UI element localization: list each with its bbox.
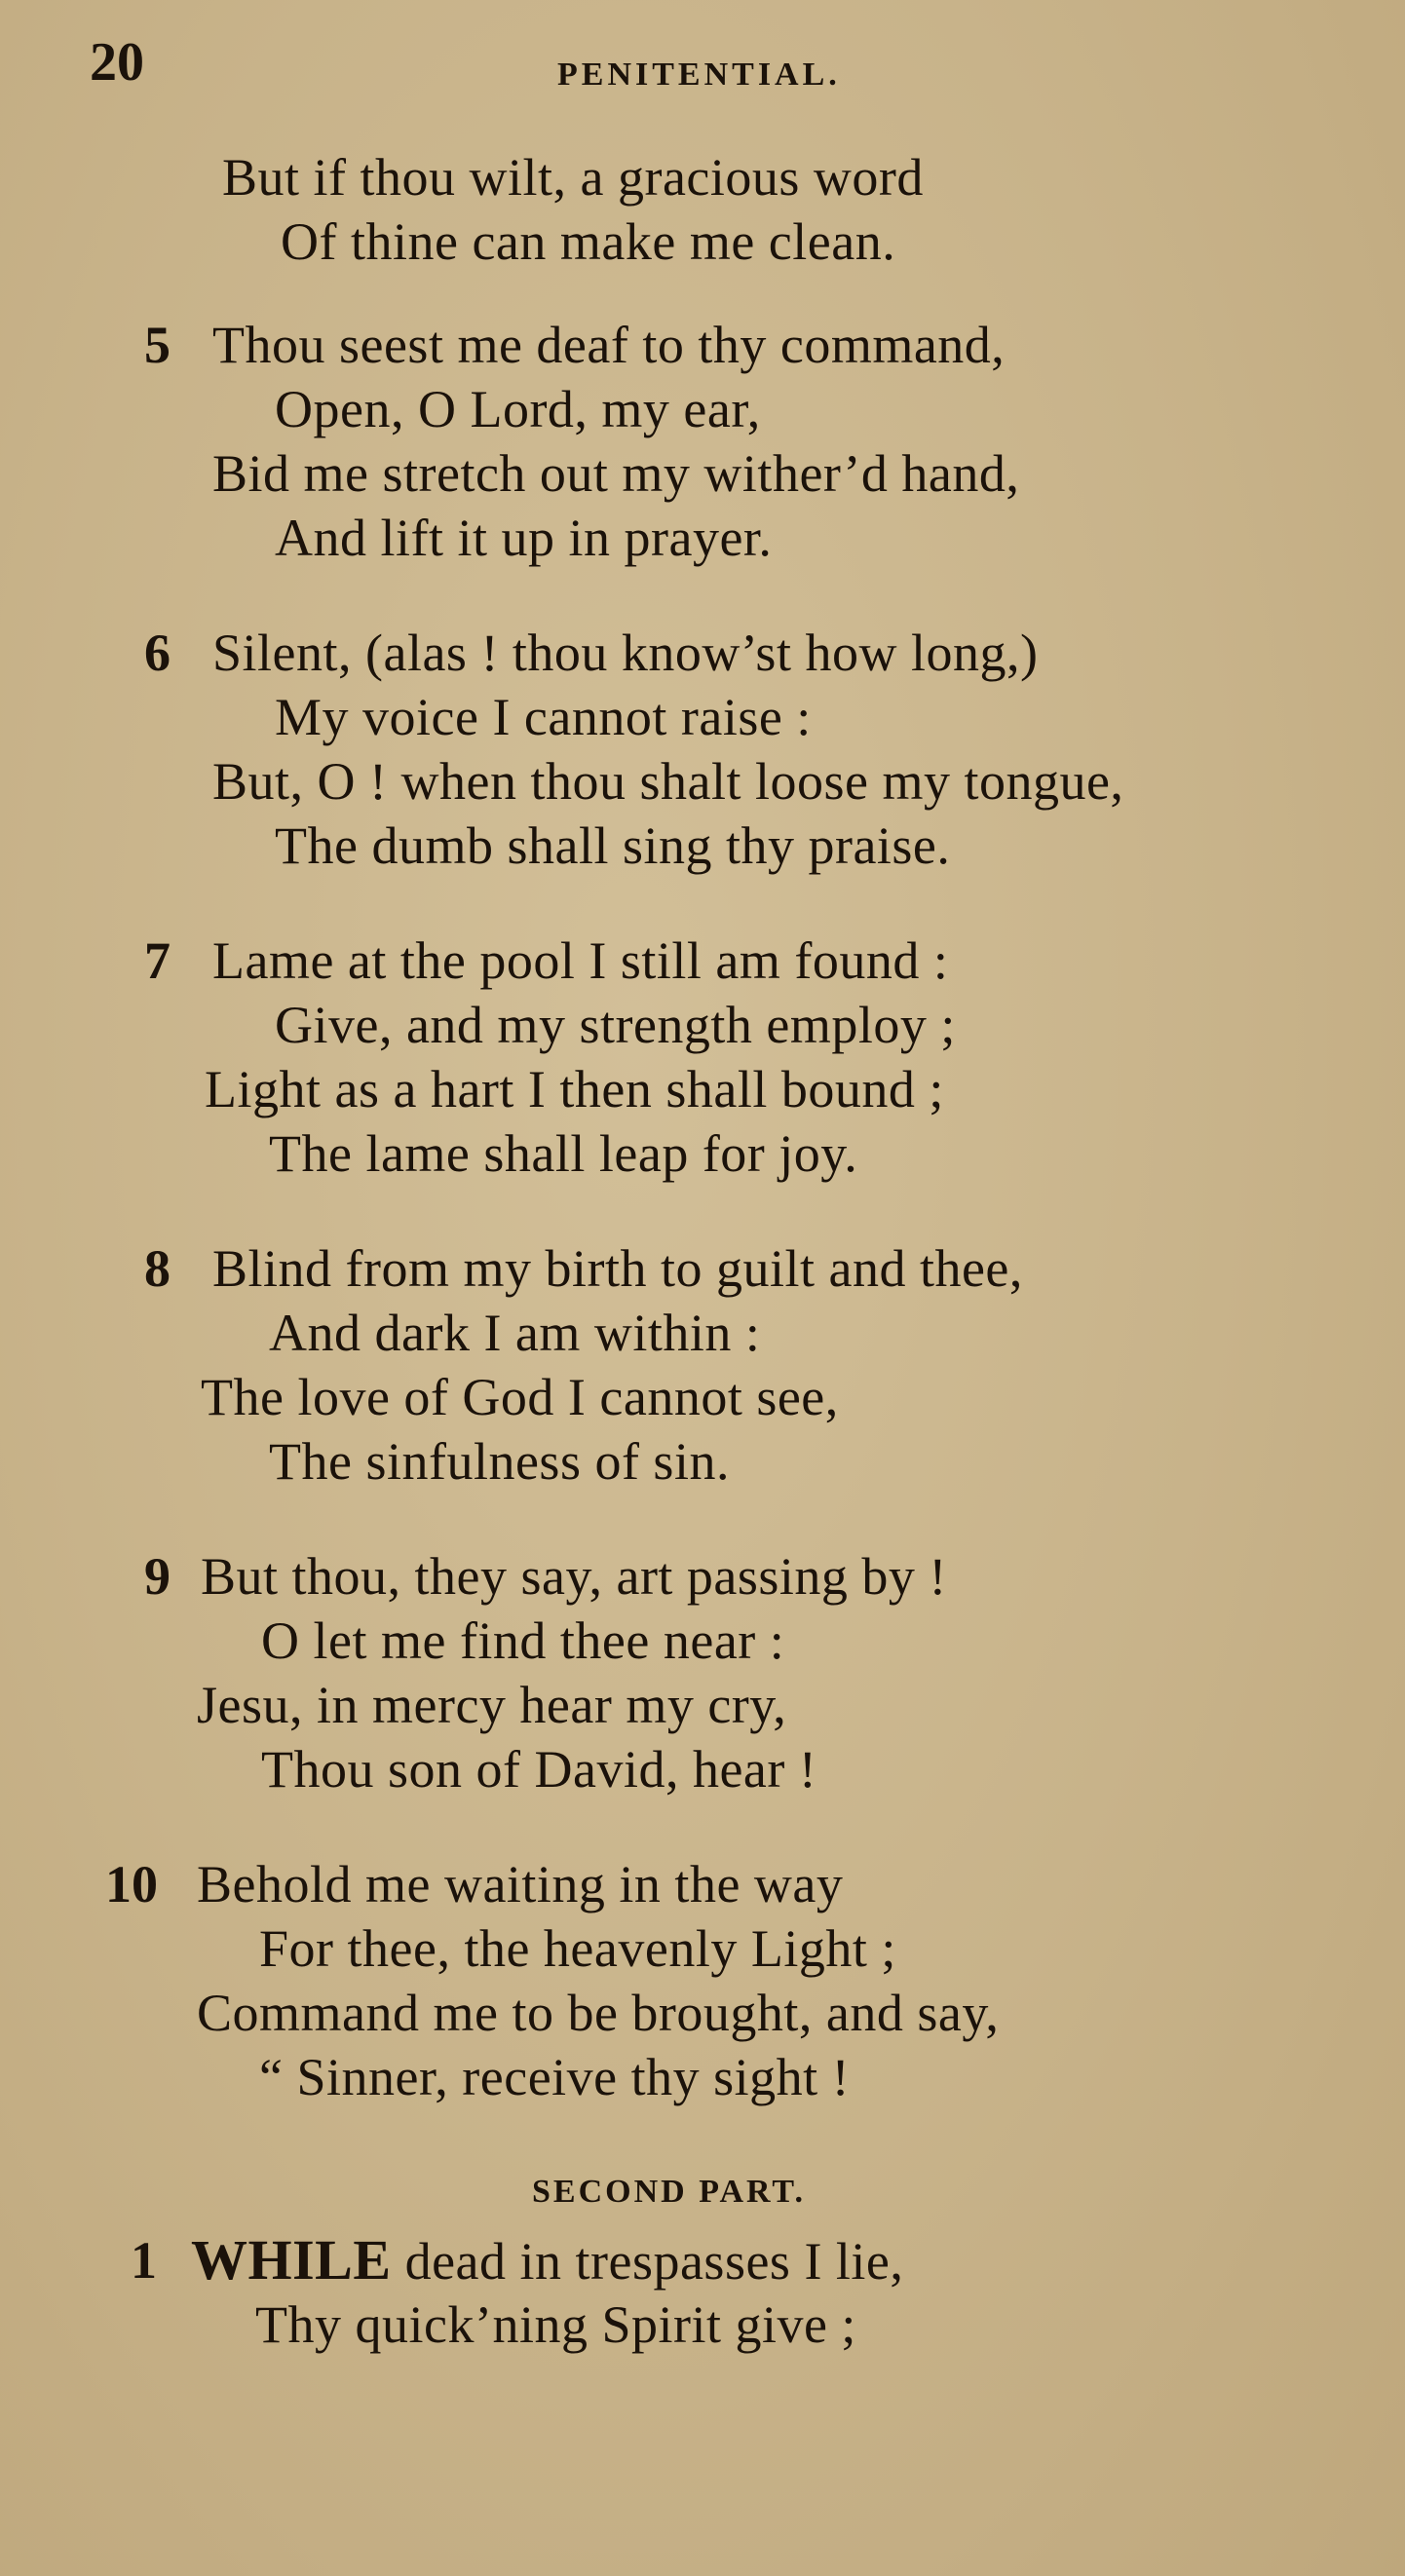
verse-line: Command me to be brought, and say, <box>197 1984 1000 2042</box>
verse-line: And dark I am within : <box>269 1304 761 1362</box>
verse-line: Blind from my birth to guilt and thee, <box>212 1239 1023 1298</box>
verse-line: O let me find thee near : <box>261 1611 785 1670</box>
verse-line: Behold me waiting in the way <box>197 1855 844 1913</box>
stanza-number: 10 <box>105 1855 158 1913</box>
verse-line: Lame at the pool I still am found : <box>212 931 949 990</box>
stanza-number: 5 <box>144 316 171 374</box>
stanza-number: 9 <box>144 1547 171 1606</box>
verse-line: But, O ! when thou shalt loose my tongue, <box>212 752 1124 811</box>
verse-line: Bid me stretch out my wither’d hand, <box>212 444 1020 503</box>
stanza-number: 6 <box>144 624 171 682</box>
verse-line: Thou seest me deaf to thy command, <box>212 316 1006 374</box>
verse-line: And lift it up in prayer. <box>275 509 773 567</box>
stanza-number: 7 <box>144 931 171 990</box>
stanza-number: 8 <box>144 1239 171 1298</box>
verse-line: Give, and my strength employ ; <box>275 996 956 1054</box>
verse-line: Open, O Lord, my ear, <box>275 380 761 438</box>
page-header <box>0 31 1405 109</box>
verse-line: The love of God I cannot see, <box>201 1368 839 1426</box>
verse-line: Of thine can make me clean. <box>281 212 896 271</box>
verse-line: But thou, they say, art passing by ! <box>201 1547 947 1606</box>
verse-line: My voice I cannot raise : <box>275 688 812 746</box>
section-heading: SECOND PART. <box>532 2174 807 2210</box>
verse-line: The sinfulness of sin. <box>269 1432 730 1491</box>
verse-line: “ Sinner, receive thy sight ! <box>259 2048 851 2106</box>
verse-line-first <box>191 2228 904 2292</box>
verse-line: Silent, (alas ! thou know’st how long,) <box>212 624 1039 682</box>
verse-line: Thy quick’ning Spirit give ; <box>255 2295 856 2354</box>
verse-line-rest: dead in trespasses I lie, <box>391 2232 904 2291</box>
stanza-number: 1 <box>131 2231 157 2290</box>
verse-line: The dumb shall sing thy praise. <box>275 816 951 875</box>
verse-line: Light as a hart I then shall bound ; <box>205 1060 944 1118</box>
verse-line: The lame shall leap for joy. <box>269 1124 858 1183</box>
verse-line: But if thou wilt, a gracious word <box>222 148 924 207</box>
verse-line: Thou son of David, hear ! <box>261 1740 817 1799</box>
running-title: PENITENTIAL. <box>557 57 841 93</box>
drop-word: WHILE <box>191 2228 392 2292</box>
verse-line: For thee, the heavenly Light ; <box>259 1919 896 1978</box>
verse-line: Jesu, in mercy hear my cry, <box>197 1676 787 1734</box>
page-number: 20 <box>90 32 144 93</box>
